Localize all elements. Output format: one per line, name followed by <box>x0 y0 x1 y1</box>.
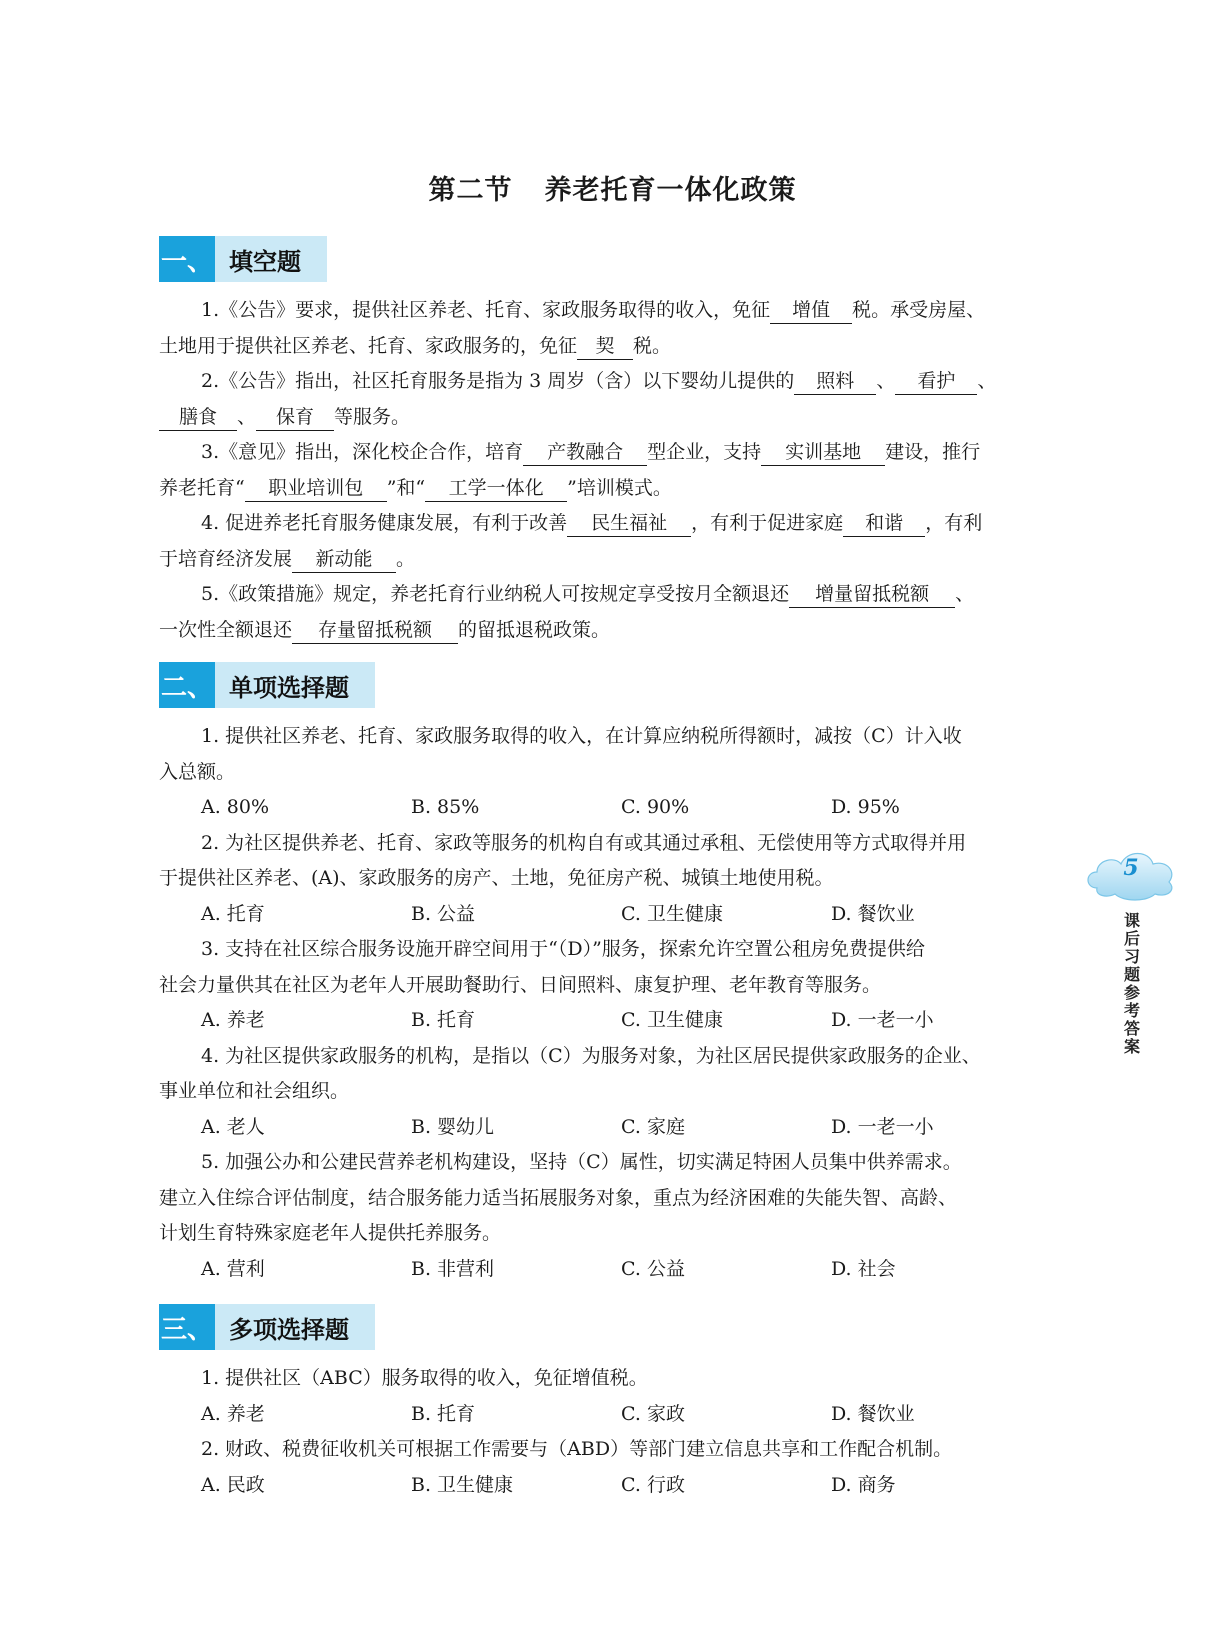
answer-blank: 实训基地 <box>761 439 885 466</box>
option-row <box>159 897 1059 933</box>
answer-blank: 和谐 <box>843 510 925 537</box>
option-a: A. 80% <box>201 796 270 818</box>
section-label: 多项选择题 <box>229 1315 349 1344</box>
cloud-icon <box>1083 842 1179 902</box>
question-line: 计划生育特殊家庭老年人提供托养服务。 <box>159 1222 502 1244</box>
chapter-number: 5 <box>1123 855 1139 881</box>
option-b: B. 非营利 <box>411 1257 495 1280</box>
option-b: B. 托育 <box>411 1009 476 1031</box>
option-d: D. 社会 <box>831 1257 896 1280</box>
option-c: C. 90% <box>621 796 690 818</box>
option-d: D. 商务 <box>831 1473 896 1496</box>
question-line: 养老托育“ 职业培训包 ”和“ 工学一体化 ”培训模式。 <box>159 471 1059 507</box>
question-line: 2. 为社区提供养老、托育、家政等服务的机构自有或其通过承租、无偿使用等方式取得并用 <box>201 831 967 854</box>
section-label: 单项选择题 <box>229 673 349 702</box>
option-b: B. 85% <box>411 796 480 818</box>
answer-blank: 职业培训包 <box>245 475 387 502</box>
question-line: 事业单位和社会组织。 <box>159 1080 350 1102</box>
option-a: A. 托育 <box>201 902 265 925</box>
option-d: D. 餐饮业 <box>831 1402 915 1425</box>
question-line: 于提供社区养老、(A)、家政服务的房产、土地，免征房产税、城镇土地使用税。 <box>159 867 834 889</box>
side-char: 习 <box>1123 947 1140 966</box>
question-line: 4. 为社区提供家政服务的机构，是指以（C）为服务对象，为社区居民提供家政服务的企业、 <box>201 1044 981 1067</box>
option-b: B. 婴幼儿 <box>411 1115 495 1138</box>
question-line: 3. 支持在社区综合服务设施开辟空间用于“（D）”服务，探索允许空置公租房免费提供给 <box>201 938 925 960</box>
question-line: 一次性全额退还 存量留抵税额 的留抵退税政策。 <box>159 613 1059 649</box>
title-section-number: 第二节 <box>428 175 513 206</box>
section-number: 三、 <box>159 1304 215 1350</box>
option-a: A. 营利 <box>201 1257 265 1280</box>
question-line: 4. 促进养老托育服务健康发展，有利于改善 民生福祉 ，有利于促进家庭 和谐 ，有利 <box>159 506 1059 542</box>
option-d: D. 餐饮业 <box>831 902 915 925</box>
option-b: B. 托育 <box>411 1402 476 1425</box>
answer-blank: 产教融合 <box>523 439 647 466</box>
side-char: 答 <box>1123 1019 1140 1038</box>
option-a: A. 养老 <box>201 1402 265 1425</box>
option-a: A. 老人 <box>201 1115 265 1138</box>
answer-blank: 增量留抵税额 <box>789 581 955 608</box>
option-c: C. 卫生健康 <box>621 902 723 925</box>
answer-blank: 民生福祉 <box>567 510 691 537</box>
option-c: C. 行政 <box>621 1473 685 1496</box>
question-line: 5.《政策措施》规定，养老托育行业纳税人可按规定享受按月全额退还 增量留抵税额 、 <box>159 577 1059 613</box>
option-d: D. 95% <box>831 796 900 818</box>
question-line: 5. 加强公办和公建民营养老机构建设，坚持（C）属性，切实满足特困人员集中供养需求。 <box>201 1151 962 1173</box>
answer-blank: 新动能 <box>292 546 396 573</box>
option-row <box>159 1110 1059 1146</box>
side-char: 案 <box>1123 1037 1140 1056</box>
side-char: 题 <box>1123 965 1140 984</box>
question-line: 社会力量供其在社区为老年人开展助餐助行、日间照料、康复护理、老年教育等服务。 <box>159 973 882 996</box>
title-section-name: 养老托育一体化政策 <box>544 175 797 206</box>
option-a: A. 民政 <box>201 1473 265 1496</box>
page-title <box>0 168 1225 207</box>
question-line: 1. 提供社区（ABC）服务取得的收入，免征增值税。 <box>201 1367 648 1389</box>
side-char: 后 <box>1123 929 1140 948</box>
section-label: 填空题 <box>229 247 301 276</box>
section-header-single-choice <box>159 662 375 708</box>
section-number: 一、 <box>159 236 215 282</box>
option-row <box>159 1252 1059 1288</box>
option-d: D. 一老一小 <box>831 1009 934 1031</box>
option-row <box>159 790 1059 826</box>
answer-blank: 存量留抵税额 <box>292 617 458 644</box>
question-line: 3.《意见》指出，深化校企合作，培育 产教融合 型企业，支持 实训基地 建设，推行 <box>159 435 1059 471</box>
answer-blank: 契 <box>577 333 633 360</box>
answer-blank: 工学一体化 <box>425 475 567 502</box>
option-c: C. 家庭 <box>621 1115 685 1138</box>
question-line: 2. 财政、税费征收机关可根据工作需要与（ABD）等部门建立信息共享和工作配合机制。 <box>201 1438 953 1460</box>
option-a: A. 养老 <box>201 1009 265 1031</box>
question-line: 入总额。 <box>159 760 236 783</box>
question-line: 建立入住综合评估制度，结合服务能力适当拓展服务对象，重点为经济困难的失能失智、高龄、 <box>159 1186 958 1209</box>
question-line: 土地用于提供社区养老、托育、家政服务的，免征 契 税。 <box>159 329 1059 365</box>
question-line: 于培育经济发展 新动能 。 <box>159 542 1059 578</box>
question-line: 1.《公告》要求，提供社区养老、托育、家政服务取得的收入，免征 增值 税。承受房屋、 <box>159 293 1059 329</box>
option-d: D. 一老一小 <box>831 1115 934 1138</box>
option-c: C. 家政 <box>621 1402 685 1425</box>
answer-blank: 增值 <box>770 297 852 324</box>
fill-in-questions <box>159 293 1059 648</box>
option-row <box>159 1468 1059 1504</box>
question-line: 膳食 、 保育 等服务。 <box>159 400 1059 436</box>
question-line: 1. 提供社区养老、托育、家政服务取得的收入，在计算应纳税所得额时，减按（C）计入收 <box>201 725 962 747</box>
section-header-fill-in <box>159 236 327 282</box>
single-choice-questions <box>159 719 1059 1287</box>
section-number: 二、 <box>159 662 215 708</box>
option-row <box>159 1397 1059 1433</box>
answer-blank: 膳食 <box>159 404 237 431</box>
option-row <box>159 1003 1059 1039</box>
option-c: C. 公益 <box>621 1257 685 1280</box>
option-c: C. 卫生健康 <box>621 1009 723 1031</box>
option-b: B. 公益 <box>411 902 476 925</box>
answer-blank: 照料 <box>794 368 876 395</box>
option-b: B. 卫生健康 <box>411 1473 514 1496</box>
answer-blank: 保育 <box>256 404 334 431</box>
question-line: 2.《公告》指出，社区托育服务是指为 3 周岁（含）以下婴幼儿提供的 照料 、 看护 、 <box>159 364 1059 400</box>
section-header-multiple-choice <box>159 1304 375 1350</box>
multiple-choice-questions <box>159 1361 1059 1503</box>
side-char: 课 <box>1123 911 1140 930</box>
side-char: 考 <box>1123 1001 1140 1020</box>
side-tab-label <box>1120 912 1144 1056</box>
answer-blank: 看护 <box>895 368 977 395</box>
side-char: 参 <box>1123 983 1140 1002</box>
